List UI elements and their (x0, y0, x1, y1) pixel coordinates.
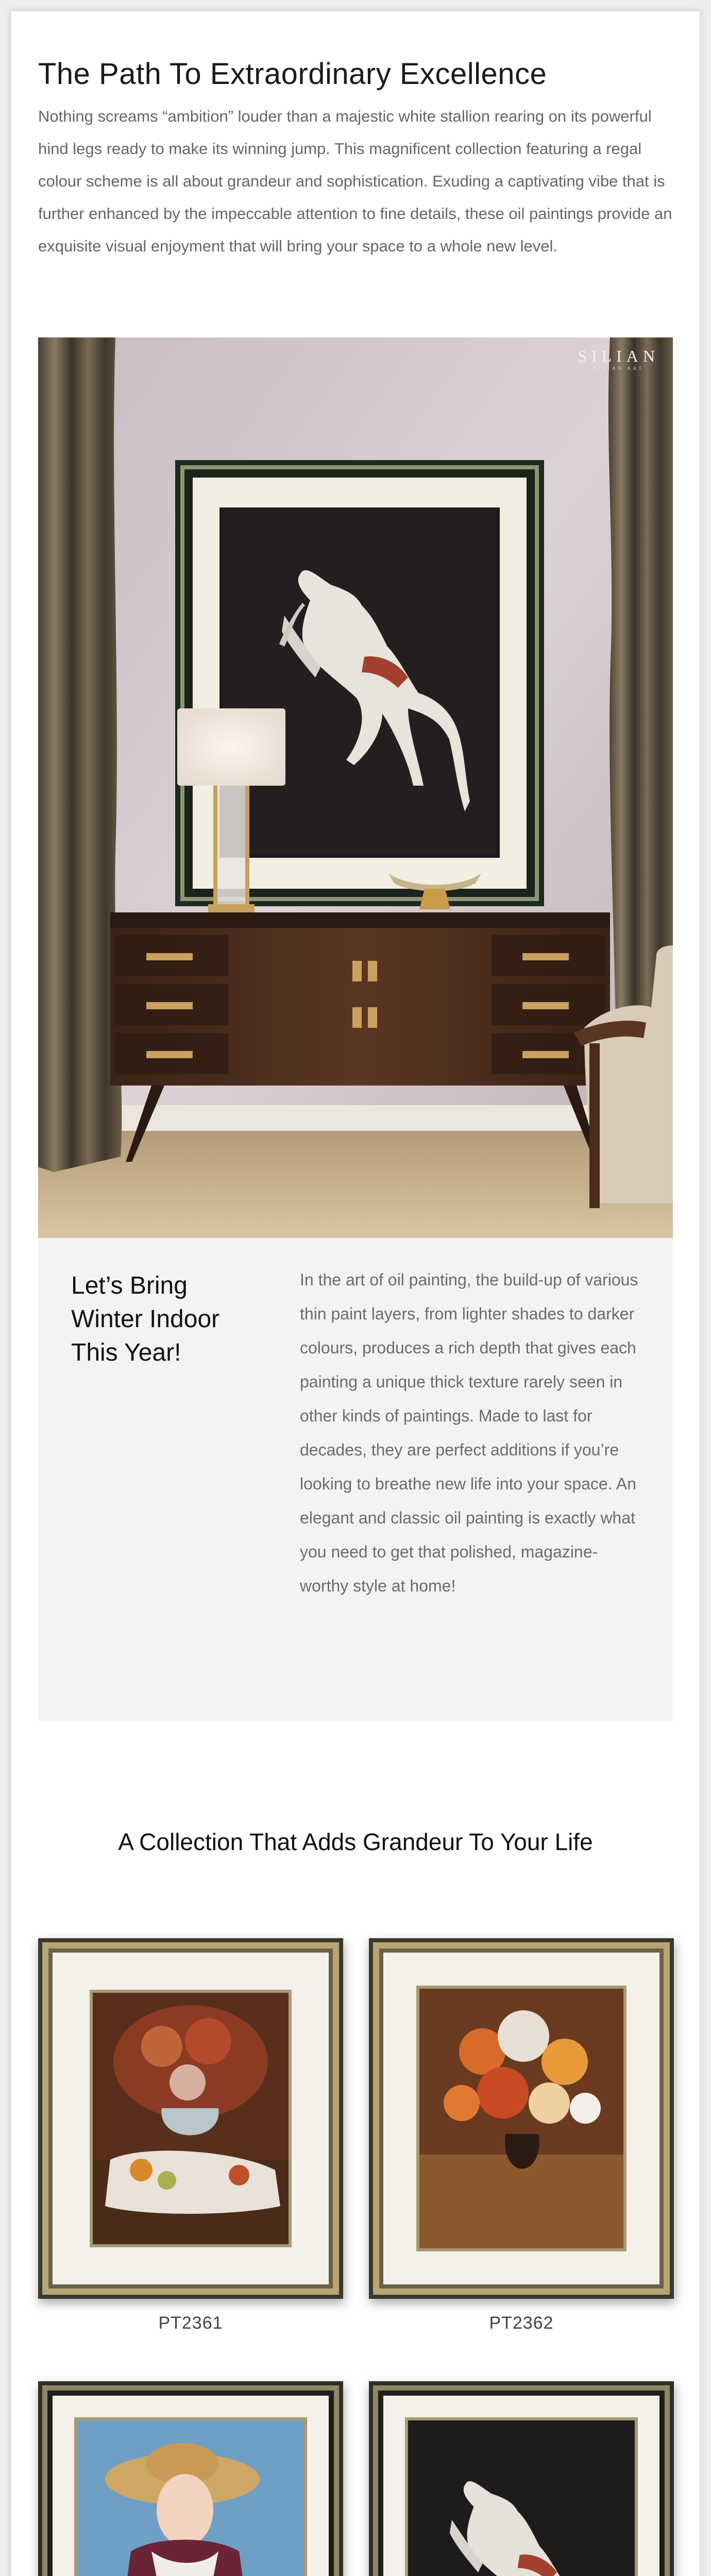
collection-title: A Collection That Adds Grandeur To Your Life (118, 1828, 593, 1855)
intro-title: The Path To Extraordinary Excellence (38, 57, 547, 91)
brand-watermark (578, 347, 659, 371)
content-card (11, 11, 700, 2576)
winter-section (38, 1238, 673, 1721)
brand-name: SILIAN (578, 347, 659, 365)
chrysanthemum-bouquet-painting (369, 1938, 674, 2299)
product-code: PT2361 (158, 2313, 223, 2333)
brand-subtitle: SILIAN ART (593, 366, 644, 371)
winter-text: In the art of oil painting, the build-up of various thin paint layers, from lighter shades to darker colours, produces a rich depth that gives each painting a unique thick texture rarely seen in other kinds of paintings. Made to last for decades, they are perfect additions if you’re looking to breathe new life into your space. An elegant and classic oil painting is exactly what you need to get that polished, magazine-worthy style at home! (300, 1270, 638, 1595)
rearing-white-horse-painting (369, 2381, 674, 2576)
still-life-fruit-flowers-painting (38, 1938, 343, 2299)
lady-in-straw-hat-portrait (38, 2381, 343, 2576)
room-with-horse-painting-image (38, 337, 673, 1238)
hero-room-image (38, 337, 673, 1238)
intro-text: Nothing screams “ambition” louder than a majestic white stallion rearing on its powerful hind legs ready to make its winning jump. This magnificent collection featuring a regal colour scheme is all about grandeur and sophistication. Exuding a captivating vibe that is further enhanced by the impeccable attention to fine details, these oil paintings provide an exquisite visual enjoyment that will bring your space to a whole new level. (38, 107, 672, 255)
winter-title: Let’s Bring Winter Indoor This Year! (71, 1272, 220, 1366)
product-card[interactable] (38, 1938, 343, 2333)
product-code: PT2362 (489, 2313, 554, 2333)
product-card[interactable] (38, 2381, 343, 2576)
product-card[interactable] (369, 1938, 674, 2333)
product-card[interactable] (369, 2381, 674, 2576)
